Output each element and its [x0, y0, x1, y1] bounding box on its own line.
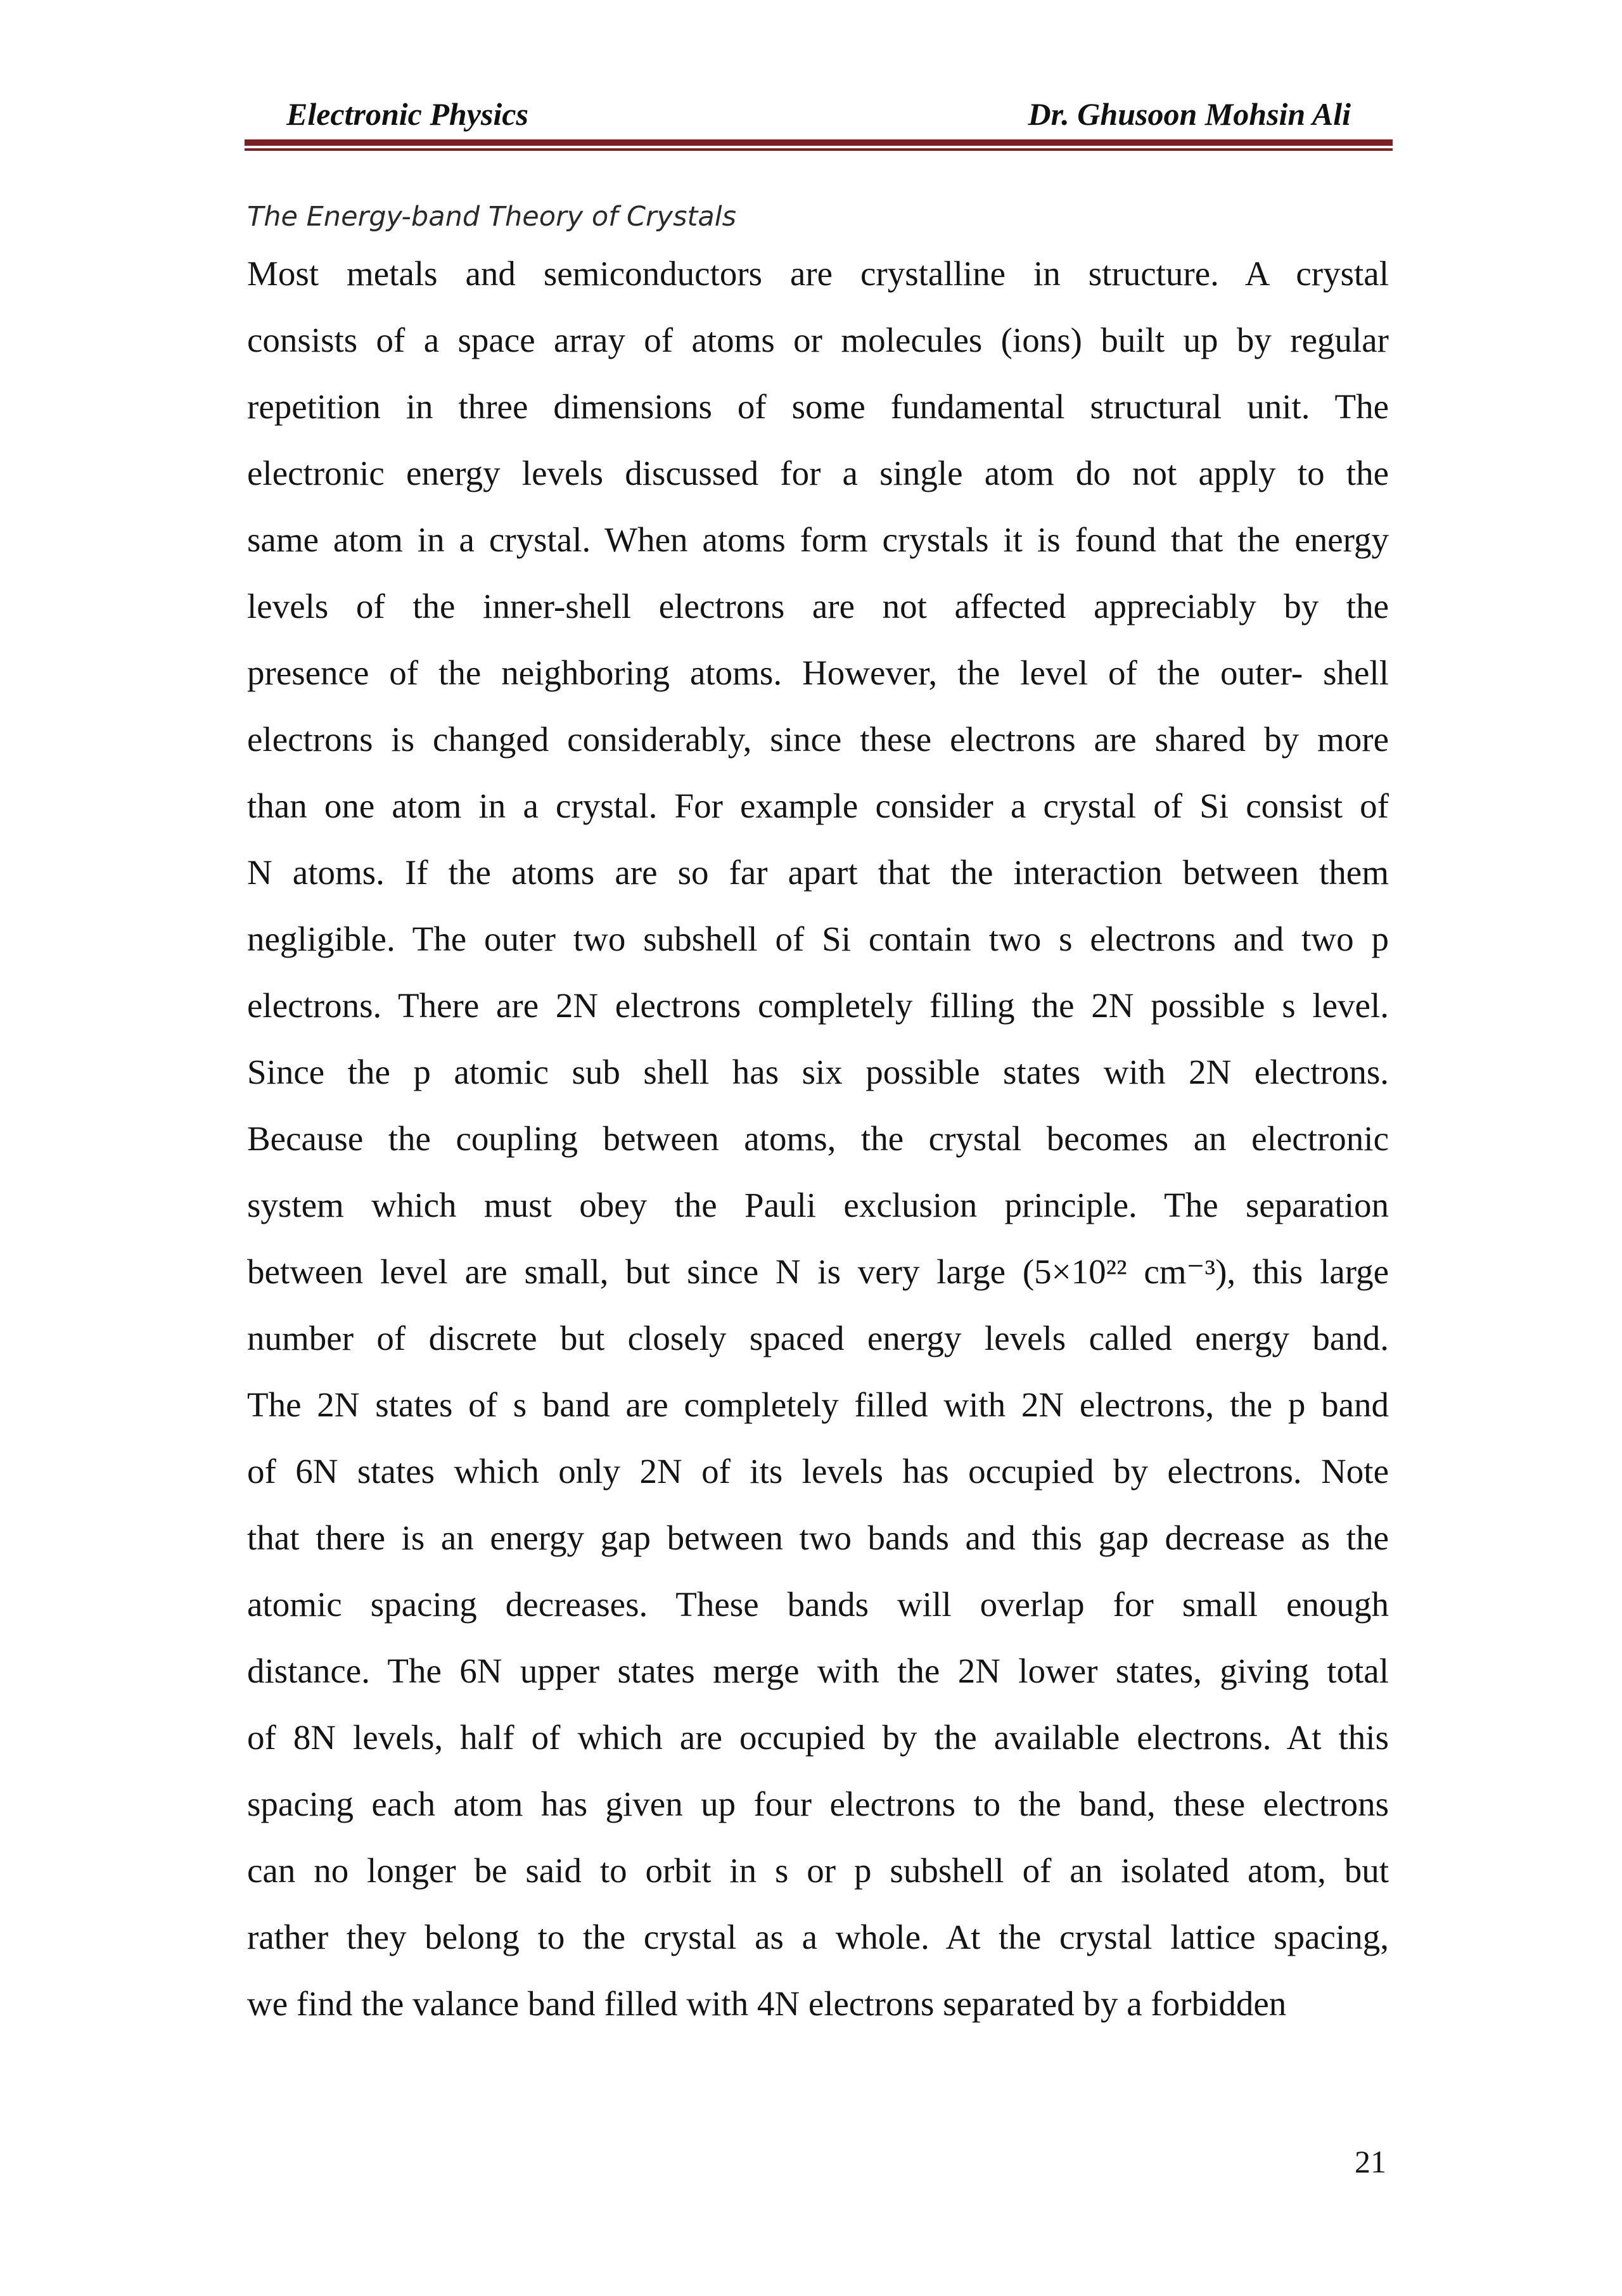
body-line: that there is an energy gap between two bands and this gap decrease as the [247, 1518, 1389, 1557]
body-line: electrons is changed considerably, since these electrons are shared by more [247, 720, 1389, 759]
header-rule-thick [245, 139, 1393, 146]
section-title: The Energy-band Theory of Crystals [247, 201, 737, 233]
body-line: system which must obey the Pauli exclusion principle. The separation [247, 1186, 1389, 1224]
body-line: Since the p atomic sub shell has six possible states with 2N electrons. [247, 1053, 1389, 1091]
body-line: Most metals and semiconductors are crystalline in structure. A crystal [247, 254, 1389, 293]
body-line: The 2N states of s band are completely filled with 2N electrons, the p band [247, 1385, 1389, 1424]
body-line: of 8N levels, half of which are occupied by the available electrons. At this [247, 1718, 1389, 1757]
body-line: electronic energy levels discussed for a single atom do not apply to the [247, 454, 1389, 492]
body-line: atomic spacing decreases. These bands will overlap for small enough [247, 1585, 1389, 1624]
body-line: same atom in a crystal. When atoms form crystals it is found that the energy [247, 520, 1389, 559]
header-author: Dr. Ghusoon Mohsin Ali [1028, 96, 1351, 132]
body-line: distance. The 6N upper states merge with the 2N lower states, giving total [247, 1651, 1389, 1690]
body-line: levels of the inner-shell electrons are not affected appreciably by the [247, 587, 1389, 625]
body-line: presence of the neighboring atoms. However, the level of the outer- shell [247, 653, 1389, 692]
body-line: repetition in three dimensions of some fundamental structural unit. The [247, 387, 1389, 426]
page-number: 21 [1355, 2144, 1386, 2179]
body-text [247, 249, 1389, 2046]
body-line: negligible. The outer two subshell of Si contain two s electrons and two p [247, 920, 1389, 958]
body-line: N atoms. If the atoms are so far apart that the interaction between them [247, 853, 1389, 892]
body-line: consists of a space array of atoms or molecules (ions) built up by regular [247, 321, 1389, 359]
header-book-title: Electronic Physics [286, 96, 528, 132]
body-line: Because the coupling between atoms, the crystal becomes an electronic [247, 1119, 1389, 1158]
body-line: number of discrete but closely spaced energy levels called energy band. [247, 1319, 1389, 1357]
body-line: spacing each atom has given up four electrons to the band, these electrons [247, 1785, 1389, 1823]
body-line: than one atom in a crystal. For example consider a crystal of Si consist of [247, 786, 1389, 825]
body-line: can no longer be said to orbit in s or p subshell of an isolated atom, but [247, 1851, 1389, 1890]
page-header [245, 92, 1393, 136]
body-line: of 6N states which only 2N of its levels has occupied by electrons. Note [247, 1452, 1389, 1491]
body-line: we find the valance band filled with 4N electrons separated by a forbidden [247, 1984, 1287, 2023]
header-rule-thin [245, 148, 1393, 151]
body-line: rather they belong to the crystal as a whole. At the crystal lattice spacing, [247, 1918, 1389, 1956]
body-line: electrons. There are 2N electrons completely filling the 2N possible s level. [247, 986, 1389, 1025]
body-line: between level are small, but since N is very large (5×10²² cm⁻³), this large [247, 1252, 1389, 1291]
